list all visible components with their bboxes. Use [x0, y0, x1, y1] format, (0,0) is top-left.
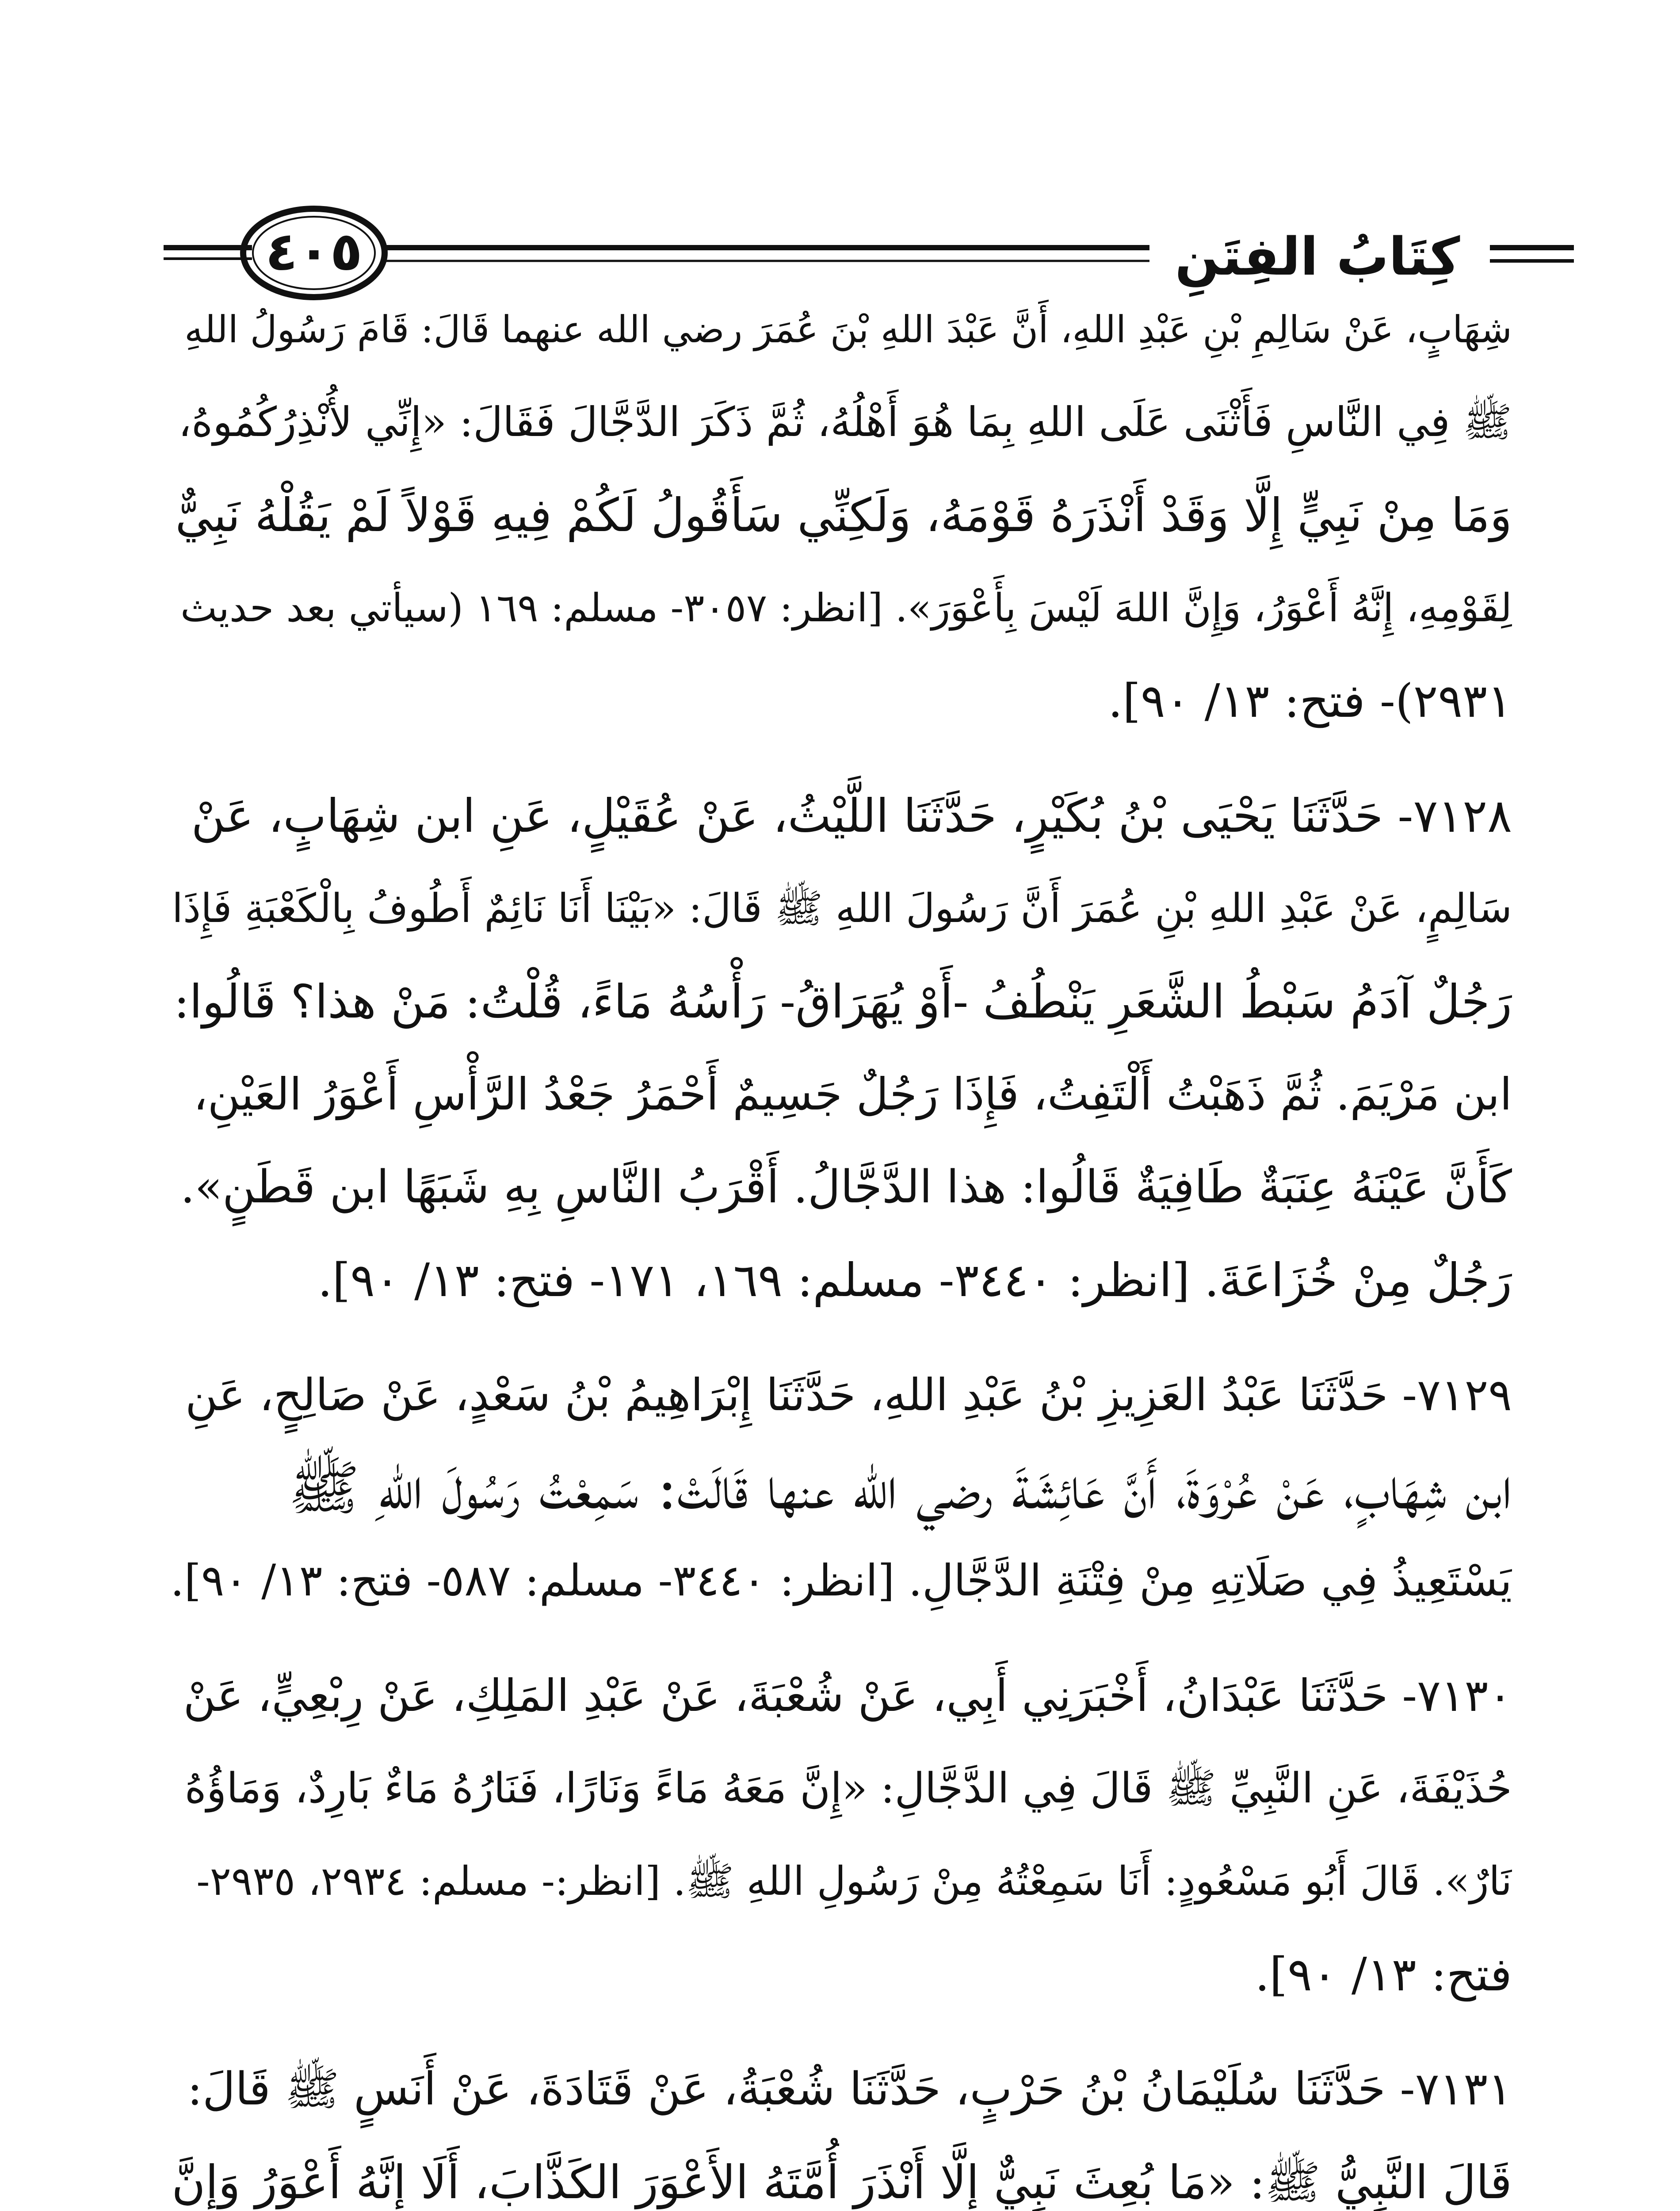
text-line: شِهَابٍ، عَنْ سَالِمِ بْنِ عَبْدِ اللهِ، أَنَّ عَبْدَ اللهِ بْنَ عُمَرَ رضي الله عنهما قَالَ: قَامَ رَسُولُ اللهِ: [184, 308, 1512, 351]
hadith-7128: [168, 769, 1512, 1327]
book-title: كِتَابُ الفِتَنِ: [1158, 221, 1477, 292]
text-line: ٧١٣١- حَدَّثَنَا سُلَيْمَانُ بْنُ حَرْبٍ، حَدَّثَنَا شُعْبَةُ، عَنْ قَتَادَةَ، عَنْ أَنَسٍ ﷺ قَالَ:: [187, 2063, 1512, 2115]
text-line: حُذَيْفَةَ، عَنِ النَّبِيِّ ﷺ قَالَ فِي الدَّجَّالِ: «إِنَّ مَعَهُ مَاءً وَنَارًا، فَنَارُهُ مَاءٌ بَارِدٌ، وَمَاؤُهُ: [184, 1764, 1512, 1813]
text-line: ابن شِهَابٍ، عَنْ عُرْوَةَ، أَنَّ عَائِشَةَ رضي الله عنها قَالَتْ: سَمِعْتُ رَسُولَ اللهِ ﷺ: [288, 1454, 1512, 1522]
text-line: نَارٌ». قَالَ أَبُو مَسْعُودٍ: أَنَا سَمِعْتُهُ مِنْ رَسُولِ اللهِ ﷺ. [انظر:- مسلم: ٢٩٣٤، ٢٩٣٥-: [196, 1858, 1512, 1905]
hadith-7129: [168, 1349, 1512, 1627]
text-line: وَمَا مِنْ نَبِيٍّ إِلَّا وَقَدْ أَنْذَرَهُ قَوْمَهُ، وَلَكِنِّي سَأَقُولُ لَكُمْ فِيهِ قَوْلاً لَمْ يَقُلْهُ نَبِيٌّ: [175, 488, 1512, 542]
page-number: ٤٠٥: [265, 221, 363, 283]
text-line: لِقَوْمِهِ، إِنَّهُ أَعْوَرُ، وَإِنَّ اللهَ لَيْسَ بِأَعْوَرَ». [انظر: ٣٠٥٧- مسلم: ١٦٩ (سيأتي بعد حديث: [180, 585, 1512, 631]
reference-line: رَجُلٌ مِنْ خُزَاعَةَ. [انظر: ٣٤٤٠- مسلم: ١٦٩، ١٧١- فتح: ١٣/ ٩٠].: [317, 1253, 1512, 1307]
text-line: رَجُلٌ آدَمُ سَبْطُ الشَّعَرِ يَنْطُفُ -أَوْ يُهَرَاقُ- رَأْسُهُ مَاءً، قُلْتُ: مَنْ هذا؟ قَالُوا:: [174, 975, 1512, 1029]
reference-line: فتح: ١٣/ ٩٠].: [1255, 1947, 1512, 2001]
hadith-7131: [168, 2043, 1512, 2211]
reference-line: ٢٩٣١)- فتح: ١٣/ ٩٠].: [1108, 674, 1512, 728]
text-line: ٧١٢٨- حَدَّثَنَا يَحْيَى بْنُ بُكَيْرٍ، حَدَّثَنَا اللَّيْثُ، عَنْ عُقَيْلٍ، عَنِ ابن شِهَابٍ، عَنْ: [191, 789, 1512, 843]
text-line: ٧١٣٠- حَدَّثَنَا عَبْدَانُ، أَخْبَرَنِي أَبِي، عَنْ شُعْبَةَ، عَنْ عَبْدِ المَلِكِ، عَنْ رِبْعِيٍّ، عَنْ: [183, 1670, 1512, 1721]
text-line: ابن مَرْيَمَ. ثُمَّ ذَهَبْتُ أَلْتَفِتُ، فَإِذَا رَجُلٌ جَسِيمٌ أَحْمَرُ جَعْدُ الرَّأْسِ أَعْوَرُ العَيْنِ،: [193, 1068, 1512, 1120]
text-line: كَأَنَّ عَيْنَهُ عِنَبَةٌ طَافِيَةٌ قَالُوا: هذا الدَّجَّالُ. أَقْرَبُ النَّاسِ بِهِ شَبَهًا ابن قَطَنٍ».: [180, 1161, 1512, 1213]
hadith-7130: [168, 1649, 1512, 2021]
text-line: ﷺ فِي النَّاسِ فَأَثْنَى عَلَى اللهِ بِمَا هُوَ أَهْلُهُ، ثُمَّ ذَكَرَ الدَّجَّالَ فَقَالَ: «إِنِّي لأُنْذِرُكُمُوهُ،: [178, 398, 1512, 446]
page-header: [0, 0, 1680, 318]
hadith-continuation: [168, 283, 1512, 747]
text-line: ٧١٢٩- حَدَّثَنَا عَبْدُ العَزِيزِ بْنُ عَبْدِ اللهِ، حَدَّثَنَا إِبْرَاهِيمُ بْنُ سَعْدٍ، عَنْ صَالِحٍ، عَنِ: [185, 1369, 1512, 1421]
text-line: سَالِمٍ، عَنْ عَبْدِ اللهِ بْنِ عُمَرَ أَنَّ رَسُولَ اللهِ ﷺ قَالَ: «بَيْنَا أَنَا نَائِمٌ أَطُوفُ بِالْكَعْبَةِ فَإِذَا: [172, 885, 1512, 932]
text-line: قَالَ النَّبِيُّ ﷺ: «مَا بُعِثَ نَبِيٌّ إِلَّا أَنْذَرَ أُمَّتَهُ الأَعْوَرَ الكَذَّابَ، أَلَا إِنَّهُ أَعْوَرُ وَإِنَّ: [172, 2155, 1512, 2209]
page-body: [168, 283, 1512, 2211]
reference-line: يَسْتَعِيذُ فِي صَلَاتِهِ مِنْ فِتْنَةِ الدَّجَّالِ. [انظر: ٣٤٤٠- مسلم: ٥٨٧- فتح: ١٣/ ٩٠].: [170, 1556, 1512, 1606]
